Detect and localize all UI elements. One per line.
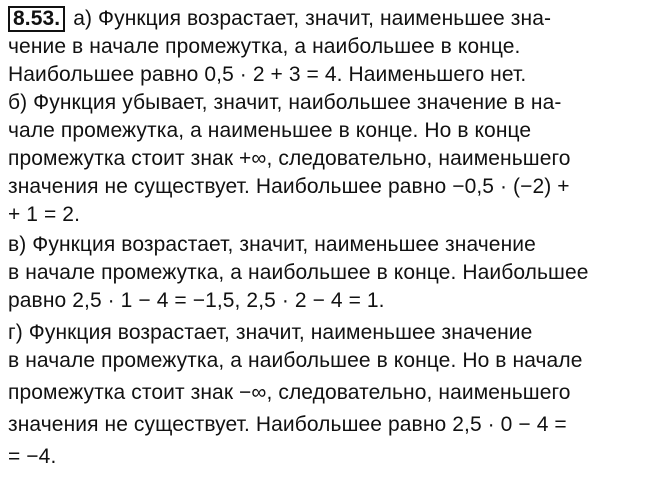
text-line-10 — [8, 260, 589, 286]
text-line-14 — [8, 380, 571, 406]
line-text: промежутка стоит знак −∞, следовательно, наименьшего — [8, 381, 571, 404]
text-line-12 — [8, 320, 532, 346]
line-text: Наибольшее равно 0,5 · 2 + 3 = 4. Наименьшего нет. — [8, 63, 527, 86]
text-line-1 — [8, 6, 551, 32]
line-text: значения не существует. Наибольшее равно −0,5 · (−2) + — [8, 175, 570, 198]
line-text: чале промежутка, а наименьшее в конце. Но в конце — [8, 119, 532, 142]
line-text: в начале промежутка, а наибольшее в конце. Но в начале — [8, 349, 583, 372]
line-text: а) Функция возрастает, значит, наименьшее зна- — [73, 7, 552, 30]
line-text: в) Функция возрастает, значит, наименьшее значение — [8, 233, 536, 256]
text-line-3 — [8, 62, 526, 88]
line-text: промежутка стоит знак +∞, следовательно, наименьшего — [8, 147, 571, 170]
line-text: г) Функция возрастает, значит, наименьшее значение — [8, 321, 533, 344]
text-line-11 — [8, 288, 385, 314]
line-text: равно 2,5 · 1 − 4 = −1,5, 2,5 · 2 − 4 = 1. — [8, 289, 385, 312]
line-text: значения не существует. Наибольшее равно 2,5 · 0 − 4 = — [8, 413, 567, 436]
text-line-15 — [8, 412, 567, 438]
text-line-4 — [8, 90, 562, 116]
line-text: + 1 = 2. — [8, 203, 81, 226]
text-line-6 — [8, 146, 571, 172]
text-line-7 — [8, 174, 570, 200]
text-line-5 — [8, 118, 531, 144]
line-text: = −4. — [8, 445, 57, 468]
text-line-16 — [8, 444, 56, 470]
text-line-2 — [8, 34, 520, 60]
line-text: чение в начале промежутка, а наибольшее в конце. — [8, 35, 521, 58]
text-line-13 — [8, 348, 582, 374]
problem-number: 8.53. — [8, 6, 65, 32]
line-text: в начале промежутка, а наибольшее в конце. Наибольшее — [8, 261, 589, 284]
text-line-8 — [8, 202, 80, 228]
line-text: б) Функция убывает, значит, наибольшее значение в на- — [8, 91, 562, 114]
text-line-9 — [8, 232, 536, 258]
